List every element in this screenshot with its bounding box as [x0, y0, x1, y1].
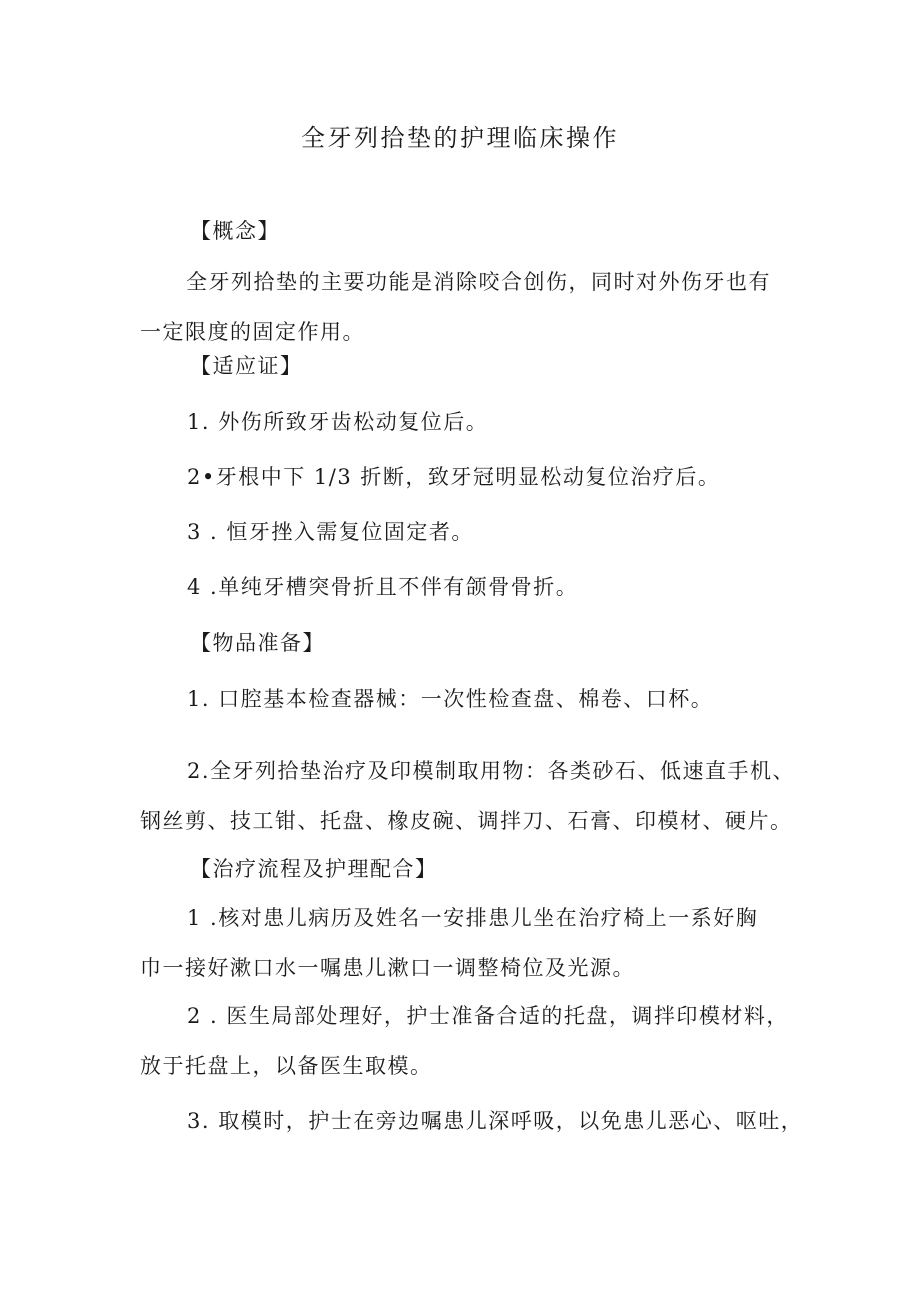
section-heading-indications: 【适应证】: [190, 354, 303, 378]
page-title: 全牙列拾垫的护理临床操作: [301, 124, 619, 152]
indication-item-1: 1. 外伤所致牙齿松动复位后。: [187, 410, 489, 434]
workflow-step-2-line1: 2 . 医生局部处理好，护士准备合适的托盘，调拌印模材料，: [187, 1004, 789, 1028]
workflow-step-2-line2: 放于托盘上，以备医生取模。: [140, 1054, 433, 1078]
materials-item-1: 1. 口腔基本检查器械：一次性检查盘、棉卷、口杯。: [187, 687, 714, 711]
workflow-step-1-line1: 1 .核对患儿病历及姓名一安排患儿坐在治疗椅上一系好胸: [187, 906, 759, 930]
indication-item-2: 2•牙根中下 1/3 折断，致牙冠明显松动复位治疗后。: [187, 465, 721, 489]
materials-item-2-line1: 2.全牙列拾垫治疗及印模制取用物：各类砂石、低速直手机、: [187, 759, 796, 783]
workflow-step-1-line2: 巾一接好漱口水一嘱患儿漱口一调整椅位及光源。: [140, 956, 635, 980]
workflow-step-3-line1: 3. 取模时，护士在旁边嘱患儿深呼吸，以免患儿恶心、呕吐，: [187, 1109, 804, 1133]
section-heading-materials: 【物品准备】: [190, 631, 325, 655]
section-heading-workflow: 【治疗流程及护理配合】: [190, 857, 438, 881]
indication-item-4: 4 .单纯牙槽突骨折且不伴有颌骨骨折。: [187, 575, 579, 599]
concept-paragraph-line1: 全牙列拾垫的主要功能是消除咬合创伤，同时对外伤牙也有: [186, 270, 771, 294]
materials-item-2-line2: 钢丝剪、技工钳、托盘、橡皮碗、调拌刀、石膏、印模材、硬片。: [140, 809, 793, 833]
section-heading-concept: 【概念】: [190, 219, 280, 243]
indication-item-3: 3 . 恒牙挫入需复位固定者。: [187, 520, 474, 544]
concept-paragraph-line2: 一定限度的固定作用。: [140, 320, 365, 344]
